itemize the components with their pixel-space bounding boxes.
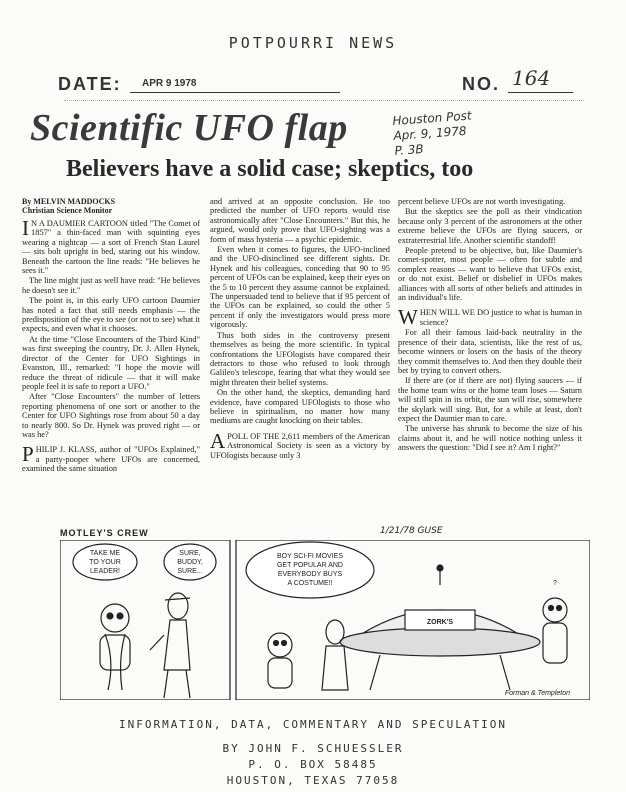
paragraph: I N A DAUMIER CARTOON titled "The Comet of 1857" a thin-faced man with squinting eyes wearing a nightcap — a sort of French Stan Laurel — sits bolt upright in bed, staring out his window. Beneath the cartoon the line reads: "He believes he sees it." <box>22 219 200 276</box>
drop-cap: I <box>22 219 29 240</box>
bubble-text: SURE, <box>179 550 201 557</box>
paragraph: After "Close Encounters" the number of letters reporting phenomena of one sort or another to the Center for UFO Sightings rose from about 50 a day to nearly 800. So Dr. Hynek was proved right — or was he? <box>22 392 200 439</box>
paragraph: and arrived at an opposite conclusion. He too predicted the number of UFO reports would rise astronomically after "Close Encounters." But this, he argued, would only prove that UFO-sighting was a form of mass hysteria — a psychic epidemic. <box>210 197 390 244</box>
paragraph: On the other hand, the skeptics, demanding hard evidence, have compared UFOlogists to those who believe in spiritualism, no matter how many mediums are caught knocking on their tables. <box>210 388 390 426</box>
paragraph: The line might just as well have read: "He believes he doesn't see it." <box>22 276 200 295</box>
footer-tagline: INFORMATION, DATA, COMMENTARY AND SPECULATION <box>118 718 507 731</box>
paragraph: Even when it comes to figures, the UFO-inclined and the UFO-disinclined see different sights. Dr. Hynek and his colleagues, conceding that 90 to 95 percent of UFOs can be explained, keep their eyes on the 5 to 10 percent they assume cannot be explained. The unpersuaded tend to believe that if 95 percent of the UFOs can be explained, so could the other 5 percent if only the investigators would press more vigorously. <box>210 245 390 330</box>
masthead-title: POTPOURRI NEWS <box>228 34 398 52</box>
date-underline <box>130 92 340 93</box>
byline-author: By MELVIN MADDOCKS <box>22 197 116 206</box>
drop-cap: P <box>22 442 34 467</box>
bubble-text: GET POPULAR AND <box>276 562 344 569</box>
bubble-text: TAKE ME <box>89 550 121 557</box>
drop-cap: W <box>398 305 418 330</box>
bubble-text: TO YOUR <box>89 559 121 566</box>
article-column-1 <box>22 219 200 529</box>
man-figure <box>322 620 348 690</box>
alien-figure <box>100 604 130 690</box>
bubble-text: BOY SCI-FI MOVIES <box>277 553 343 560</box>
bubble-text: EVERYBODY BUYS <box>277 571 343 578</box>
bubble-text: LEADER! <box>90 568 120 575</box>
bubble-text: BUDDY, <box>177 559 203 566</box>
number-label: NO. <box>462 74 501 94</box>
article-column-2 <box>210 197 390 528</box>
paragraph: WHEN WILL WE DO justice to what is human in science? <box>398 305 582 330</box>
number-underline <box>508 92 573 93</box>
footer-author: BY JOHN F. SCHUESSLER <box>222 742 404 755</box>
footer-city: HOUSTON, TEXAS 77058 <box>226 774 400 787</box>
paragraph: People pretend to be objective, but, like Daumier's comet-spotter, most people — often for subtle and complex reasons — want to believe that UFOs exist, or do not exist. Belief or disbelief in UFOs makes alliances with all sorts of other beliefs and attitudes in an individual's life. <box>398 246 582 303</box>
comic-signature: Forman & Templeton <box>504 690 570 697</box>
paragraph: The universe has shrunk to become the size of his claims about it, and he will notice nothing unless it answers the question: "Did I see it? Am I right?" <box>398 424 582 453</box>
article-subheadline: Believers have a solid case; skeptics, too <box>66 156 474 182</box>
paragraph: percent believe UFOs are not worth investigating. <box>398 197 566 206</box>
paragraph: The point is, in this early UFO cartoon Daumier has noted a fact that still needs emphasis — the predisposition of the eye to see (or not to see) what it expects, and even what it chooses. <box>22 296 200 334</box>
drop-cap: A <box>210 428 226 453</box>
byline-source: Christian Science Monitor <box>22 206 113 215</box>
article-column-3 <box>398 197 582 528</box>
paragraph: If there are (or if there are not) flying saucers — if the home team wins or the home team loses — Saturn will still spin in its orbit, the sun will rise, somewhere the skylark will sing. But, for a while at least, don't expect the Daumier man to care. <box>398 376 582 423</box>
alien-figure <box>543 598 567 663</box>
issue-number: 164 <box>512 66 551 90</box>
saucer-sign: ZORK'S <box>426 619 454 626</box>
paragraph: Thus both sides in the controversy present themselves as being the more scientific. In typical confrontations the UFOlogists have compared their detractors to those who refused to look through Galileo's telescope, fearing that what they would see might threaten their belief systems. <box>210 330 390 387</box>
byline <box>22 197 115 215</box>
date-stamp: APR 9 1978 <box>142 78 197 89</box>
bubble-text: SURE... <box>177 568 203 575</box>
flying-saucer-shop <box>340 565 540 690</box>
footer-address: P. O. BOX 58485 <box>248 758 378 771</box>
man-figure <box>150 593 190 698</box>
paragraph: At the time "Close Encounters of the Third Kind" was first sweeping the country, Dr. J. Allen Hynek, director of the Center for UFO Sightings in Evanston, Ill., remarked: "I hope the movie will reduce the threat of ridicule — that it will make people feel it is safe to report a UFO." <box>22 334 200 391</box>
paragraph: But the skeptics see the poll as their vindication because only 3 percent of the astronomers at the other extreme believe the UFOs are flying saucers, or extraterrestrial life. Another scientific standoff! <box>398 207 582 245</box>
comic-title: MOTLEY'S CREW <box>60 528 149 538</box>
paragraph: For all their famous laid-back neutrality in the presence of their data, scientists, like the rest of us, become winners or losers on the basis of the theory they commit themselves to. And then they double their bet by trying to convert others. <box>398 328 582 375</box>
comic-date-note: 1/21/78 GUSE <box>380 526 443 536</box>
speech-bubble <box>246 542 374 598</box>
paragraph: APOLL OF THE 2,611 members of the American Astronomical Society is seen as a victory by UFOlogists because only 3 <box>210 428 390 460</box>
question-mark: ? <box>553 580 557 587</box>
handwritten-source-note: Houston Post Apr. 9, 1978 P. 3B <box>392 108 473 158</box>
paragraph: PHILIP J. KLASS, author of "UFOs Explained," a party-pooper where UFOs are concerned, examined the same situation <box>22 442 200 474</box>
dotted-rule <box>64 100 584 101</box>
alien-figure <box>268 633 292 688</box>
date-label: DATE: <box>58 74 122 94</box>
bubble-text: A COSTUME!! <box>287 580 333 587</box>
article-headline: Scientific UFO flap <box>30 107 348 149</box>
comic-strip <box>60 540 590 700</box>
